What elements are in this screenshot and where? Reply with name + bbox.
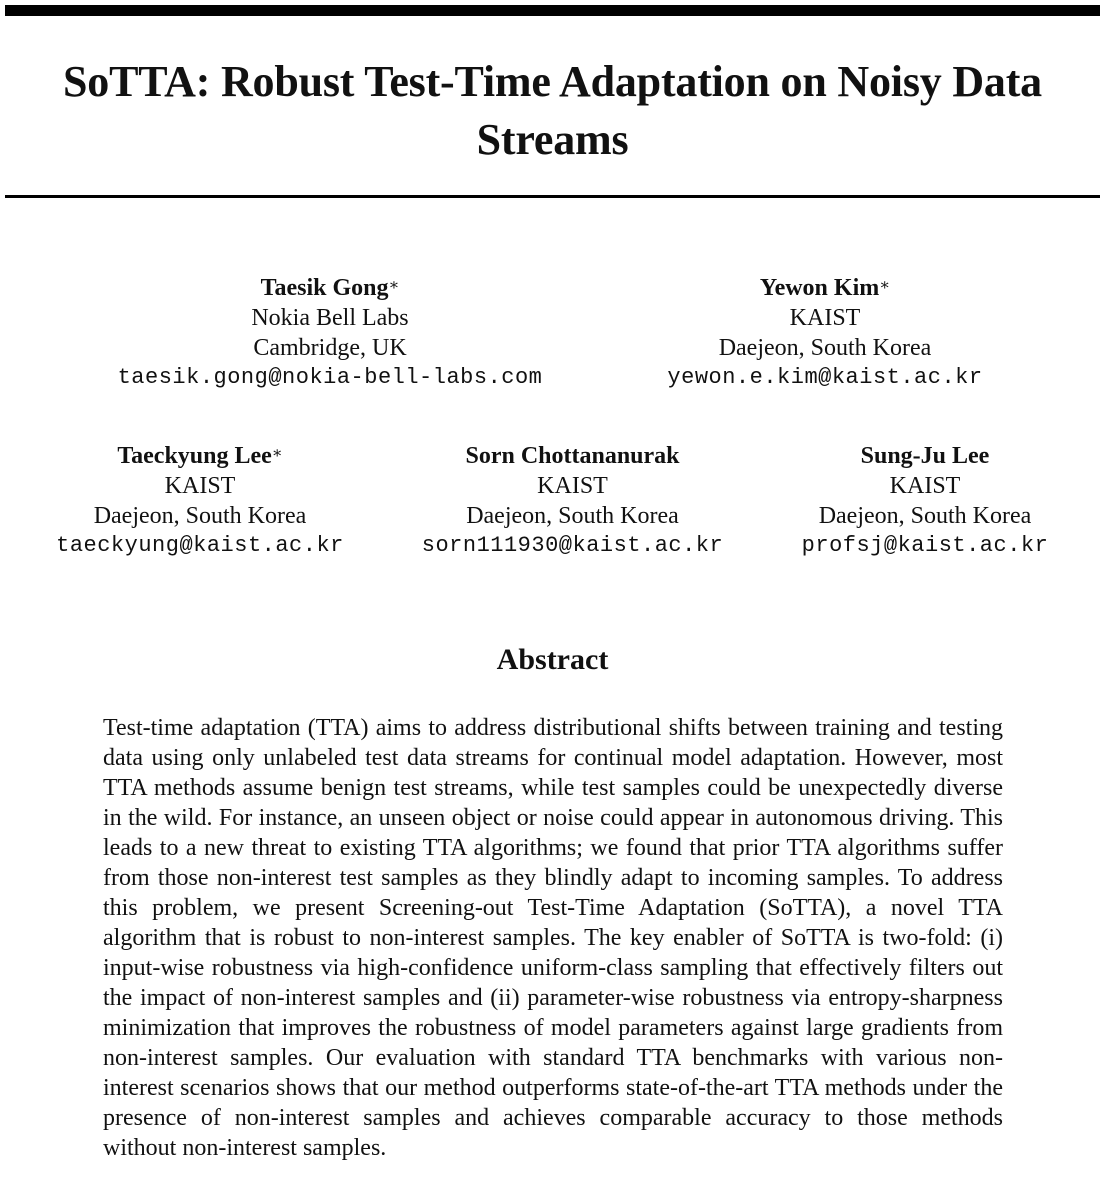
author-affiliation: KAIST [164,473,236,499]
equal-contribution-mark: ∗ [388,277,400,294]
author-block-3 [30,441,370,561]
author-email: profsj@kaist.ac.kr [801,533,1049,558]
author-location: Daejeon, South Korea [718,335,932,361]
paper-title: SoTTA: Robust Test-Time Adaptation on Noisy Data Streams [63,57,1042,164]
author-name-text: Sorn Chottananurak [465,443,680,469]
author-block-2 [640,273,1010,393]
author-location: Daejeon, South Korea [466,503,679,529]
author-location: Daejeon, South Korea [93,503,307,529]
author-email: yewon.e.kim@kaist.ac.kr [667,365,983,390]
author-affiliation: KAIST [789,305,861,331]
author-name-text: Yewon Kim [759,275,880,301]
author-affiliation: KAIST [537,473,608,499]
author-block-1 [90,273,570,393]
author-block-4 [400,441,745,561]
author-name-text: Taesik Gong [260,275,389,301]
author-name [30,441,370,471]
author-affiliation: KAIST [889,473,961,499]
author-location: Cambridge, UK [253,335,407,361]
top-rule [5,5,1100,16]
author-affiliation: Nokia Bell Labs [251,305,409,331]
author-name-text: Sung-Ju Lee [860,443,990,469]
abstract-text: Test-time adaptation (TTA) aims to address distributional shifts between training and testing data using only unlabeled test data streams for continual model adaptation. However, most TTA methods assume benign test streams, while test samples could be unexpectedly diverse in the wild. For instance, an unseen object or noise could appear in autonomous driving. This leads to a new threat to existing TTA algorithms; we found that prior TTA algorithms suffer from those non-interest test samples as they blindly adapt to incoming samples. To address this problem, we present Screening-out Test-Time Adaptation (SoTTA), a novel TTA algorithm that is robust to non-interest samples. The key enabler of SoTTA is two-fold: (i) input-wise robustness via high-confidence uniform-class sampling that effectively filters out the impact of non-interest samples and (ii) parameter-wise robustness via entropy-sharpness minimization that improves the robustness of model parameters against large gradients from non-interest samples. Our evaluation with standard TTA benchmarks with various non-interest scenarios shows that our method outperforms state-of-the-art TTA methods under the presence of non-interest samples and achieves comparable accuracy to those methods without non-interest samples. [103,715,1003,1161]
equal-contribution-mark: ∗ [879,277,891,294]
author-email: taesik.gong@nokia-bell-labs.com [117,365,543,390]
abstract-heading: Abstract [496,643,609,676]
author-name [775,441,1075,471]
equal-contribution-mark: ∗ [271,445,283,462]
author-block-5 [775,441,1075,561]
title-bottom-rule [5,195,1100,198]
author-location: Daejeon, South Korea [818,503,1032,529]
author-name [90,273,570,303]
author-email: sorn111930@kaist.ac.kr [421,533,724,558]
author-name [400,441,745,471]
author-name-text: Taeckyung Lee [117,443,272,469]
author-email: taeckyung@kaist.ac.kr [56,533,344,558]
author-name [640,273,1010,303]
